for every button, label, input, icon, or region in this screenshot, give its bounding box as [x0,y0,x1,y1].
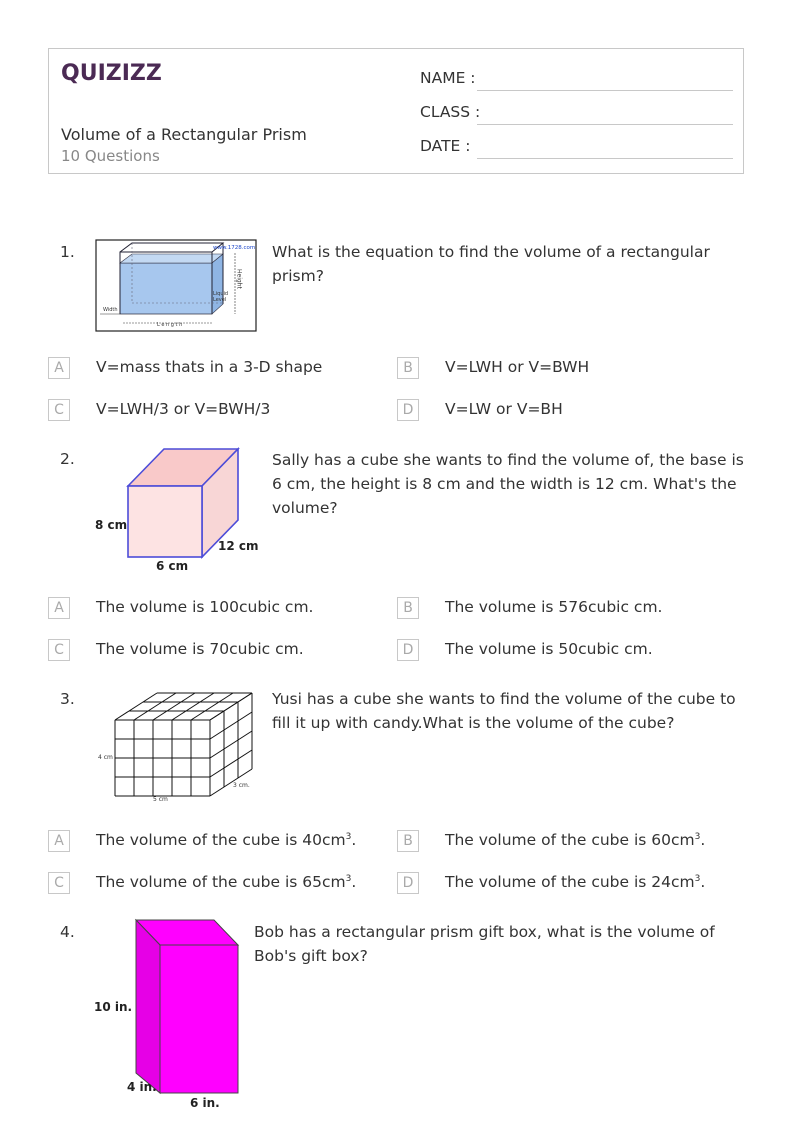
q2-base-label: 6 cm [156,559,189,573]
figure-length-label: L e n g t h [157,322,183,328]
question-4-text: Bob has a rectangular prism gift box, what is the volume of Bob's gift box? [254,923,715,965]
date-field[interactable] [420,137,470,155]
q4-height-label: 10 in. [94,1000,133,1014]
question-3-figure [95,686,260,806]
q1-option-d-text[interactable]: V=LW or V=BH [445,400,563,418]
figure-level-label: Level [213,297,227,303]
cube-front [128,486,202,557]
q3-option-b-text[interactable]: The volume of the cube is $60cm^3$. [445,831,706,849]
question-1-number: 1. [60,243,75,261]
q1-option-b-box[interactable]: B [397,357,419,379]
name-line[interactable] [477,90,733,91]
q1-option-c-text[interactable]: V=LWH/3 or V=BWH/3 [96,400,271,418]
q2-option-a-box[interactable]: A [48,597,70,619]
figure-height-label: Height [235,269,243,289]
q2-option-a-text[interactable]: The volume is 100cubic cm. [96,598,314,616]
q4-base-label: 6 in. [190,1096,220,1110]
q3-option-c-text[interactable]: The volume of the cube is $65cm^3$. [96,873,357,891]
q3-option-b-box[interactable]: B [397,830,419,852]
class-label: CLASS : [420,103,481,121]
question-3-text: Yusi has a cube she wants to find the volume of the cube to fill it up with candy.What is the volume of the cube? [272,690,736,732]
grid-cube [115,693,252,796]
logo-text: QUIZIZZ [61,61,162,86]
q3-option-d-box[interactable]: D [397,872,419,894]
q2-option-d-box[interactable]: D [397,639,419,661]
grid-line [115,693,157,720]
q3-option-a-box[interactable]: A [48,830,70,852]
figure-width-label: Width [103,307,118,313]
figure-liquid-label: Liquid [213,291,229,297]
q3-height-label: 4 cm [98,754,113,761]
q3-option-a-text[interactable]: The volume of the cube is $40cm^3$. [96,831,357,849]
box-front [160,945,238,1093]
question-2-figure [94,444,264,576]
question-4-number: 4. [60,923,75,941]
q2-option-c-box[interactable]: C [48,639,70,661]
box-side [136,920,160,1093]
q4-depth-label: 4 in. [127,1080,157,1094]
q3-option-d-text[interactable]: The volume of the cube is $24cm^3$. [445,873,706,891]
q1-option-b-text[interactable]: V=LWH or V=BWH [445,358,590,376]
q2-option-c-text[interactable]: The volume is 70cubic cm. [96,640,304,658]
date-label: DATE : [420,137,471,155]
q3-option-c-box[interactable]: C [48,872,70,894]
question-1-figure [95,239,257,332]
class-field[interactable] [420,103,480,121]
q2-height-label: 8 cm [95,518,128,532]
q3-base-label: 5 cm [153,796,168,803]
worksheet-header [48,48,744,174]
q2-option-b-box[interactable]: B [397,597,419,619]
question-3-number: 3. [60,690,75,708]
question-2-text: Sally has a cube she wants to find the volume of, the base is 6 cm, the height is 8 cm and the width is 12 cm. What's the volume? [272,451,744,517]
grid-line [153,693,195,720]
class-line[interactable] [477,124,733,125]
quizizz-logo [61,57,162,87]
grid-line [172,693,214,720]
question-1-text: What is the equation to find the volume of a rectangular prism? [272,243,710,285]
q1-option-a-box[interactable]: A [48,357,70,379]
figure-site-label: www.1728.com [213,245,256,251]
q1-option-d-box[interactable]: D [397,399,419,421]
q2-depth-label: 12 cm [218,539,259,553]
q3-depth-label: 3 cm. [233,782,250,789]
q2-option-d-text[interactable]: The volume is 50cubic cm. [445,640,653,658]
date-line[interactable] [477,158,733,159]
q1-option-a-text[interactable]: V=mass thats in a 3-D shape [96,358,323,376]
grid-line [191,693,233,720]
name-field[interactable] [420,69,476,87]
name-label: NAME : [420,69,476,87]
grid-line [134,693,176,720]
liquid-front [120,263,212,314]
question-count: 10 Questions [61,147,160,165]
question-2-number: 2. [60,450,75,468]
q1-option-c-box[interactable]: C [48,399,70,421]
question-4-figure [90,915,250,1115]
worksheet-title: Volume of a Rectangular Prism [61,125,307,144]
q2-option-b-text[interactable]: The volume is 576cubic cm. [445,598,663,616]
